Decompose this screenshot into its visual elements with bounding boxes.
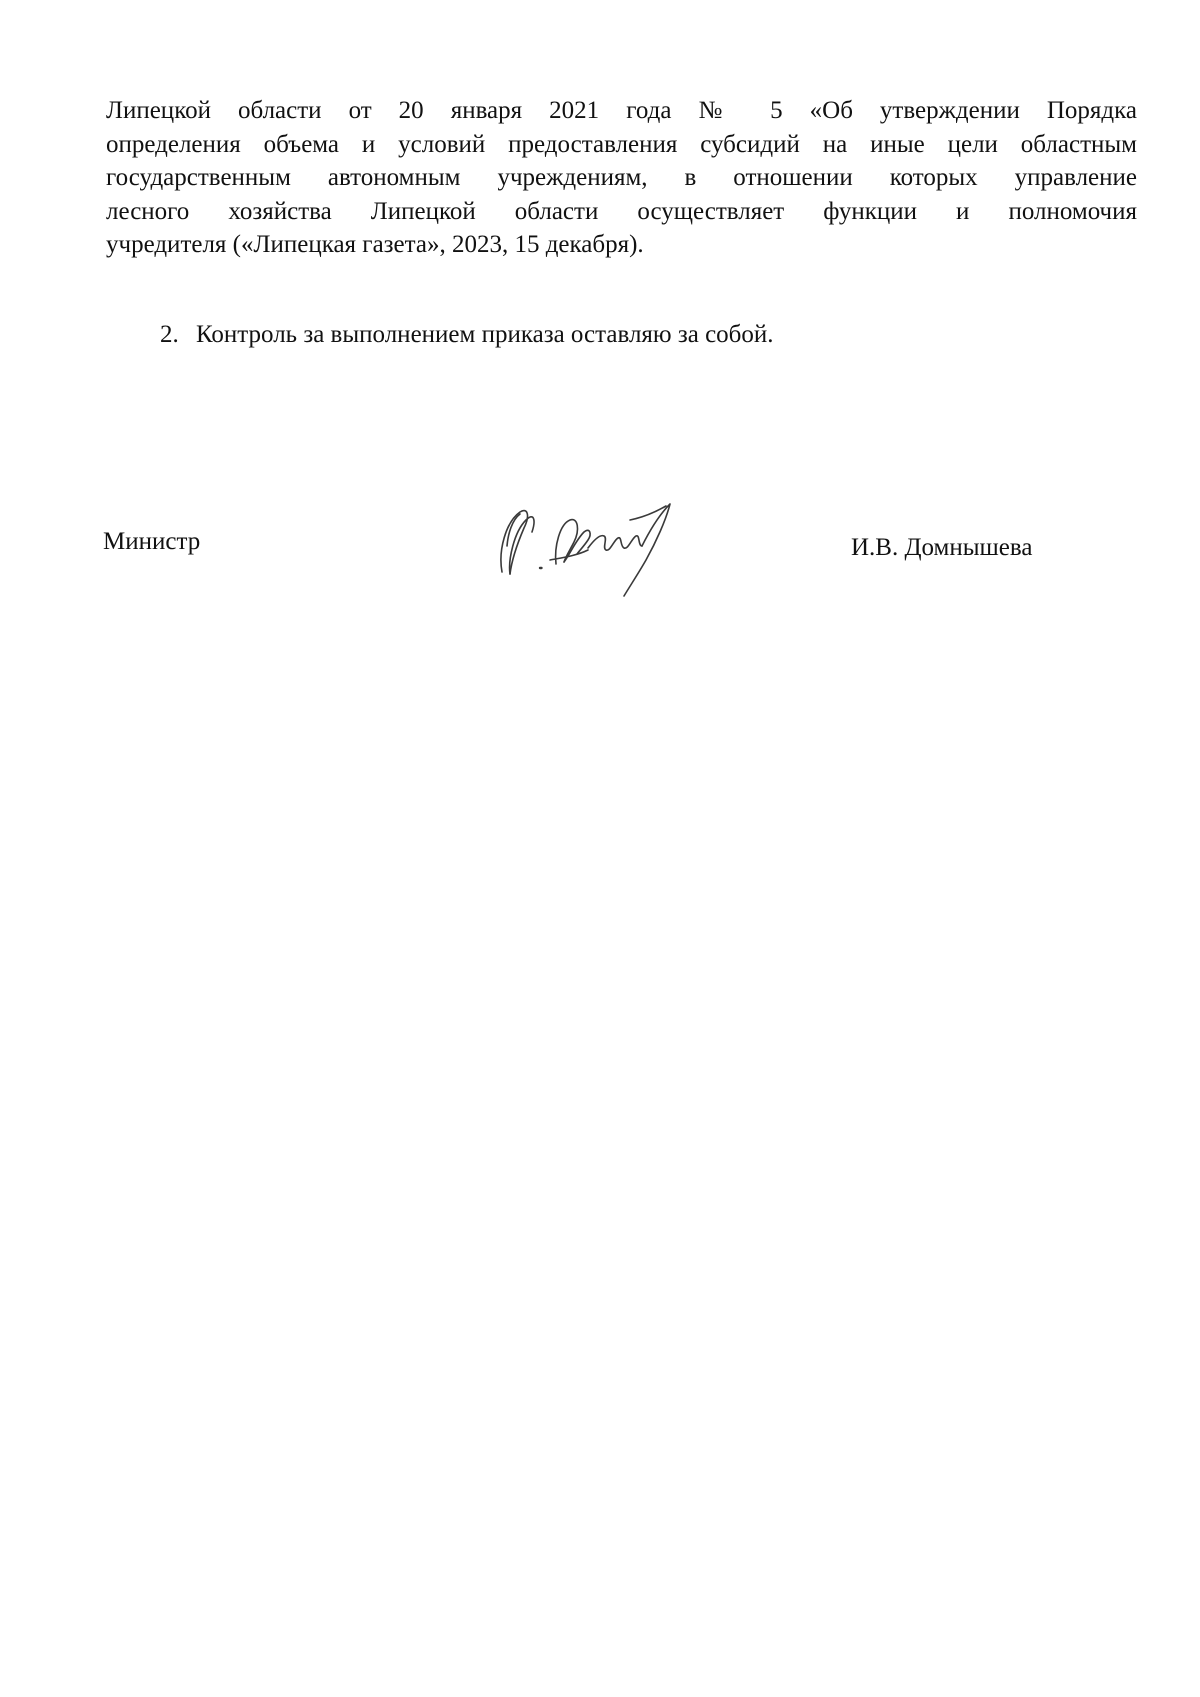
item-number: 2. xyxy=(160,321,179,348)
signatory-name: И.В. Домнышева xyxy=(851,534,1033,561)
item-text: Контроль за выполнением приказа оставляю за собой. xyxy=(196,321,774,348)
text-line: определения объема и условий предоставления субсидий на иные цели областным xyxy=(106,130,1137,158)
text-line: государственным автономным учреждениям, в отношении которых управление xyxy=(106,164,1137,191)
signatory-position: Министр xyxy=(103,528,201,555)
text-line: учредителя («Липецкая газета», 2023, 15 декабря). xyxy=(106,231,644,258)
text-line: лесного хозяйства Липецкой области осуществляет функции и полномочия xyxy=(106,197,1137,225)
numbered-item-2 xyxy=(160,318,774,351)
paragraph-continuation xyxy=(106,94,1137,262)
handwritten-signature xyxy=(480,490,700,600)
text-line: Липецкой области от 20 января 2021 года № 5 «Об утверждении Порядка xyxy=(106,97,1137,124)
